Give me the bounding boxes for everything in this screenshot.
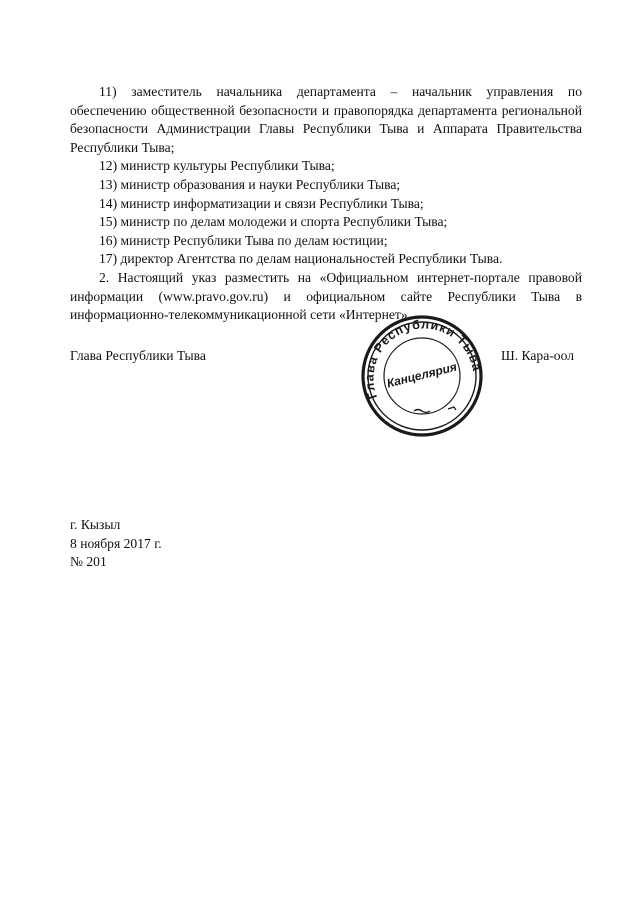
list-item-12: 12) министр культуры Республики Тыва; [99,158,335,174]
official-stamp-icon [358,315,486,437]
place: г. Кызыл [70,517,121,532]
signature-name: Ш. Кара-оол [501,348,574,363]
stamp-center-text: Канцелярия [385,359,459,391]
list-item-15: 15) министр по делам молодежи и спорта Республики Тыва; [99,214,448,230]
list-item-17: 17) директор Агентства по делам национальностей Республики Тыва. [99,251,503,267]
signature-title: Глава Республики Тыва [70,348,206,363]
list-item-13: 13) министр образования и науки Республики Тыва; [99,176,401,192]
stamp-outer-text: Глава Республики Тыва [362,317,485,401]
document-body [70,83,582,325]
paragraph-2: 2. Настоящий указ разместить на «Официальном интернет-портале правовой информации (www.pravo.gov.ru) и официальном сайте Республики Тыва в информационно-телекоммуникационной сети «Интернет». [70,269,582,323]
decree-number: № 201 [70,554,107,570]
list-item-16: 16) министр Республики Тыва по делам юстиции; [99,232,388,248]
date: 8 ноября 2017 г. [70,535,162,551]
item-11-paragraph: 11) заместитель начальника департамента – начальник управления по обеспечению общественной безопасности и правопорядка департамента региональной безопасности Администрации Главы Республики Тыва и Аппарата Правительства Республики Тыва; [70,84,582,155]
list-item-14: 14) министр информатизации и связи Республики Тыва; [99,195,424,211]
svg-text:Глава Республики Тыва [363,317,485,400]
document-footer [70,516,162,572]
